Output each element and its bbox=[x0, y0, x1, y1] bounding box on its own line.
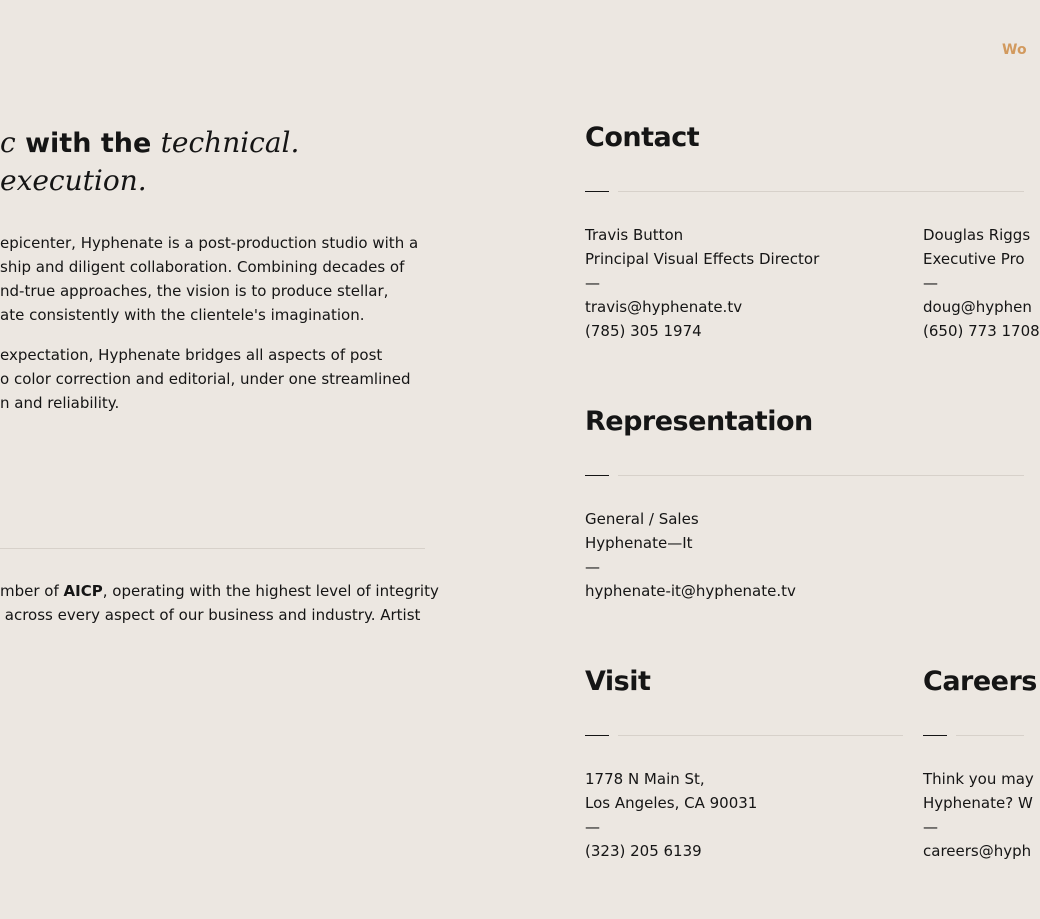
visit-title-dash bbox=[585, 735, 609, 736]
para-line bbox=[0, 579, 439, 603]
contact-role: Principal Visual Effects Director bbox=[585, 250, 820, 268]
representation-email-link[interactable]: hyphenate-it@hyphenate.tv bbox=[585, 582, 796, 600]
contact-phone-link[interactable]: (785) 305 1974 bbox=[585, 322, 702, 340]
careers-title: Careers bbox=[923, 666, 1037, 697]
para-line: epicenter, Hyphenate is a post-production studio with a bbox=[0, 234, 419, 252]
careers-info bbox=[923, 767, 1034, 863]
representation-info bbox=[585, 507, 796, 603]
careers-text: Think you may bbox=[923, 770, 1034, 788]
careers-title-rule bbox=[956, 735, 1024, 736]
headline-italic: execution. bbox=[0, 164, 147, 197]
para-line: ship and diligent collaboration. Combining decades of bbox=[0, 258, 405, 276]
about-headline-line2 bbox=[0, 162, 147, 200]
representation-title-dash bbox=[585, 475, 609, 476]
representation-label: General / Sales bbox=[585, 510, 699, 528]
contact-email-link[interactable]: doug@hyphen bbox=[923, 298, 1032, 316]
contact-name: Douglas Riggs bbox=[923, 226, 1031, 244]
visit-street: 1778 N Main St, bbox=[585, 770, 705, 788]
visit-city: Los Angeles, CA 90031 bbox=[585, 794, 758, 812]
aicp-text: mber of bbox=[0, 582, 64, 600]
about-divider bbox=[0, 548, 425, 549]
careers-email-link[interactable]: careers@hyph bbox=[923, 842, 1032, 860]
para-line: across every aspect of our business and industry. Artist bbox=[0, 606, 421, 624]
visit-title-rule bbox=[618, 735, 903, 736]
contact-phone-link[interactable]: (650) 773 1708 bbox=[923, 322, 1040, 340]
contact-person-1 bbox=[585, 223, 819, 343]
contact-separator: — bbox=[585, 274, 600, 292]
representation-separator: — bbox=[585, 558, 600, 576]
headline-fragment: c bbox=[0, 126, 16, 159]
para-line: expectation, Hyphenate bridges all aspects of post bbox=[0, 346, 383, 364]
aicp-text: , operating with the highest level of integrity bbox=[102, 582, 439, 600]
visit-separator: — bbox=[585, 818, 600, 836]
representation-title-rule bbox=[618, 475, 1024, 476]
para-line: nd-true approaches, the vision is to produce stellar, bbox=[0, 282, 389, 300]
para-line: o color correction and editorial, under one streamlined bbox=[0, 370, 411, 388]
para-line: ate consistently with the clientele's imagination. bbox=[0, 306, 365, 324]
careers-separator: — bbox=[923, 818, 938, 836]
about-paragraph-2 bbox=[0, 343, 425, 415]
contact-title-rule bbox=[618, 191, 1024, 192]
aicp-paragraph bbox=[0, 579, 439, 627]
headline-italic: technical. bbox=[160, 126, 300, 159]
visit-phone-link[interactable]: (323) 205 6139 bbox=[585, 842, 702, 860]
representation-company: Hyphenate—It bbox=[585, 534, 693, 552]
headline-text: with the bbox=[15, 128, 161, 159]
contact-role: Executive Pro bbox=[923, 250, 1025, 268]
contact-person-2 bbox=[923, 223, 1040, 343]
aicp-link[interactable]: AICP bbox=[63, 582, 103, 600]
para-line: n and reliability. bbox=[0, 394, 120, 412]
contact-title: Contact bbox=[585, 122, 700, 153]
careers-text: Hyphenate? W bbox=[923, 794, 1033, 812]
contact-separator: — bbox=[923, 274, 938, 292]
about-paragraph-1 bbox=[0, 231, 425, 327]
representation-title: Representation bbox=[585, 406, 813, 437]
nav-work-link[interactable]: Wo bbox=[1002, 42, 1027, 58]
visit-info bbox=[585, 767, 757, 863]
visit-title: Visit bbox=[585, 666, 651, 697]
contact-name: Travis Button bbox=[585, 226, 684, 244]
about-headline-line1 bbox=[0, 124, 299, 163]
contact-email-link[interactable]: travis@hyphenate.tv bbox=[585, 298, 743, 316]
careers-title-dash bbox=[923, 735, 947, 736]
contact-title-dash bbox=[585, 191, 609, 192]
